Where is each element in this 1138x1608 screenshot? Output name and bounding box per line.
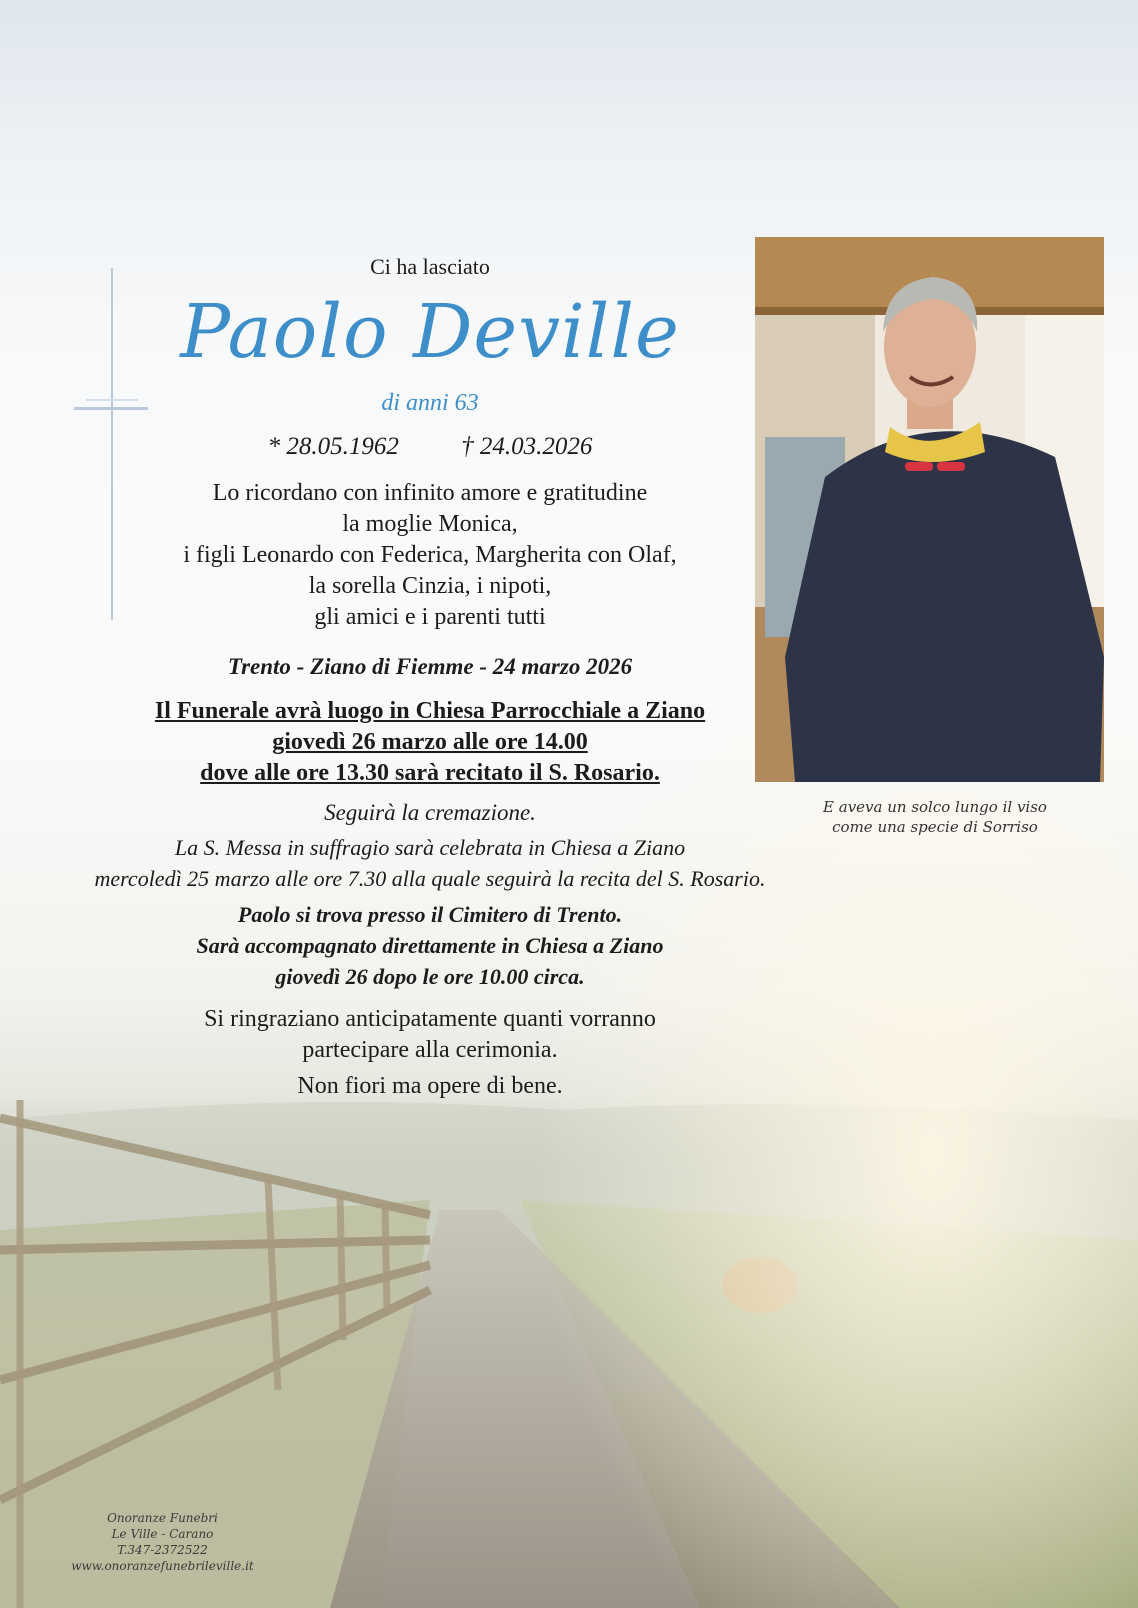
footer-phone: T.347-2372522 — [117, 1543, 208, 1557]
birth-date: * 28.05.1962 — [267, 433, 399, 460]
thanks-line: Si ringraziano anticipatamente quanti vorranno — [204, 1006, 656, 1032]
cremation-text: Seguirà la cremazione. — [324, 800, 536, 825]
mourners-line: i figli Leonardo con Federica, Margherita con Olaf, — [183, 542, 677, 568]
cemetery-line: Sarà accompagnato direttamente in Chiesa a Ziano — [196, 933, 664, 958]
footer-line: Le Ville - Carano — [111, 1527, 214, 1541]
dates — [40, 433, 820, 461]
age-text: di anni 63 — [381, 390, 479, 416]
no-flowers-text: Non fiori ma opere di bene. — [297, 1073, 563, 1099]
mourners-block — [40, 478, 820, 633]
funeral-home-footer — [40, 1510, 285, 1574]
funeral-line: giovedì 26 marzo alle ore 14.00 — [272, 729, 588, 755]
funeral-line: dove alle ore 13.30 sarà recitato il S. Rosario. — [200, 760, 660, 786]
cemetery-line: Paolo si trova presso il Cimitero di Trento. — [237, 902, 623, 927]
thanks-line: partecipare alla cerimonia. — [302, 1037, 558, 1063]
death-date: † 24.03.2026 — [461, 433, 593, 460]
mass-line: mercoledì 25 marzo alle ore 7.30 alla quale seguirà la recita del S. Rosario. — [94, 866, 766, 891]
thanks-block — [40, 1004, 820, 1066]
mass-block — [40, 832, 820, 894]
intro-text: Ci ha lasciato — [370, 254, 490, 279]
mourners-line: la sorella Cinzia, i nipoti, — [308, 573, 552, 599]
funeral-line: Il Funerale avrà luogo in Chiesa Parrocchiale a Ziano — [154, 698, 706, 724]
mourners-line: gli amici e i parenti tutti — [314, 604, 546, 630]
mourners-line: Lo ricordano con infinito amore e gratitudine — [212, 480, 648, 506]
cemetery-line: giovedì 26 dopo le ore 10.00 circa. — [275, 964, 585, 989]
cemetery-block — [40, 899, 820, 992]
mass-line: La S. Messa in suffragio sarà celebrata in Chiesa a Ziano — [174, 835, 686, 860]
portrait-photo — [755, 237, 1104, 782]
footer-line: Onoranze Funebri — [107, 1511, 218, 1525]
place-date: Trento - Ziano di Fiemme - 24 marzo 2026 — [227, 654, 633, 679]
funeral-block — [40, 696, 820, 789]
photo-caption — [780, 797, 1090, 837]
caption-line: E aveva un solco lungo il viso — [823, 798, 1047, 816]
mourners-line: la moglie Monica, — [342, 511, 518, 537]
footer-website: www.onoranzefunebrileville.it — [71, 1559, 254, 1573]
deceased-name: Paolo Deville — [180, 289, 680, 375]
caption-line: come una specie di Sorriso — [832, 818, 1038, 836]
